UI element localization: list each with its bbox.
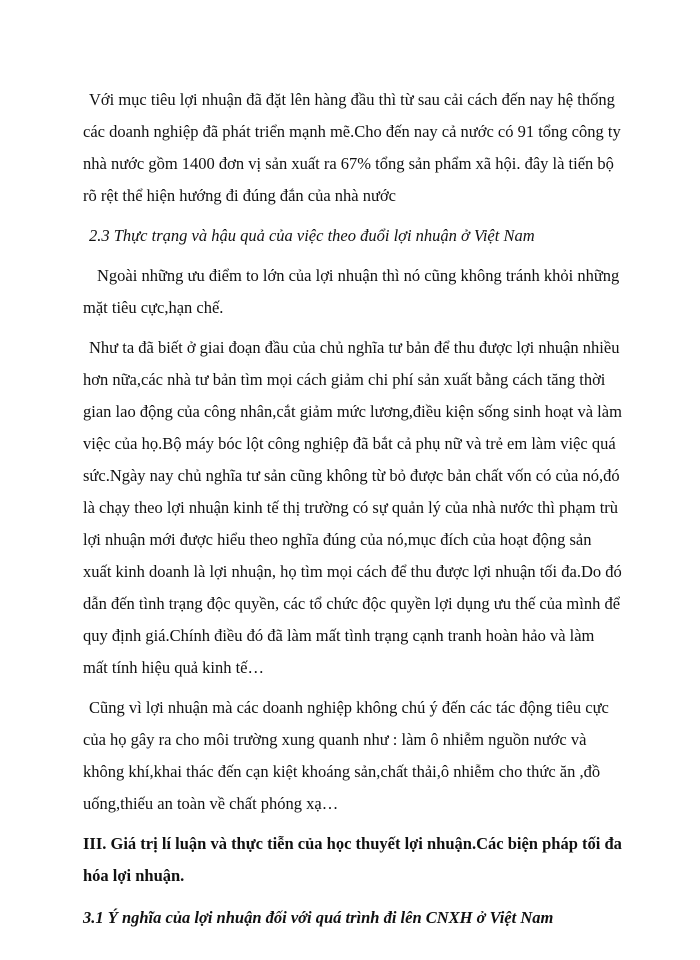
document-page bbox=[83, 84, 623, 934]
section-heading-III: III. Giá trị lí luận và thực tiễn của học thuyết lợi nhuận.Các biện pháp tối đa hóa lợi nhuận. bbox=[83, 834, 622, 885]
subheading-2-3: 2.3 Thực trạng và hậu quả của việc theo đuổi lợi nhuận ở Việt Nam bbox=[89, 226, 535, 245]
paragraph-negative-aspects: Ngoài những ưu điểm to lớn của lợi nhuận thì nó cũng không tránh khỏi những mặt tiêu cực,hạn chế. bbox=[83, 266, 620, 317]
paragraph-capitalism-exploitation: Như ta đã biết ở giai đoạn đầu của chủ nghĩa tư bản để thu được lợi nhuận nhiều hơn nữa,các nhà tư bản tìm mọi cách giảm chi phí sản xuất bằng cách tăng thời gian lao động của công nhân,cắt giảm mức lương,điều kiện sống sinh hoạt và làm việc của họ.Bộ máy bóc lột công nghiệp đã bắt cả phụ nữ và trẻ em làm việc quá sức.Ngày nay chủ nghĩa tư sản cũng không từ bỏ được bản chất vốn có của nó,đó là chạy theo lợi nhuận kinh tế thị trường có sự quản lý của nhà nước thì phạm trù lợi nhuận mới được hiểu theo nghĩa đúng của nó,mục đích của hoạt động sản xuất kinh doanh là lợi nhuận, họ tìm mọi cách để thu được lợi nhuận tối đa.Do đó dẫn đến tình trạng độc quyền, các tổ chức độc quyền lợi dụng ưu thế của mình để quy định giá.Chính điều đó đã làm mất tình trạng cạnh tranh hoàn hảo và làm mất tính hiệu quả kinh tế… bbox=[83, 338, 622, 677]
paragraph-enterprise-growth: Với mục tiêu lợi nhuận đã đặt lên hàng đầu thì từ sau cải cách đến nay hệ thống các doanh nghiệp đã phát triển mạnh mẽ.Cho đến nay cả nước có 91 tổng công ty nhà nước gồm 1400 đơn vị sản xuất ra 67% tổng sản phẩm xã hội. đây là tiến bộ rõ rệt thể hiện hướng đi đúng đắn của nhà nước bbox=[83, 90, 621, 205]
paragraph-environment-impact: Cũng vì lợi nhuận mà các doanh nghiệp không chú ý đến các tác động tiêu cực của họ gây ra cho môi trường xung quanh như : làm ô nhiễm nguồn nước và không khí,khai thác đến cạn kiệt khoáng sản,chất thải,ô nhiễm cho thức ăn ,đồ uống,thiếu an toàn về chất phóng xạ… bbox=[83, 698, 609, 813]
subsection-heading-3-1: 3.1 Ý nghĩa của lợi nhuận đối với quá trình đi lên CNXH ở Việt Nam bbox=[83, 908, 554, 927]
